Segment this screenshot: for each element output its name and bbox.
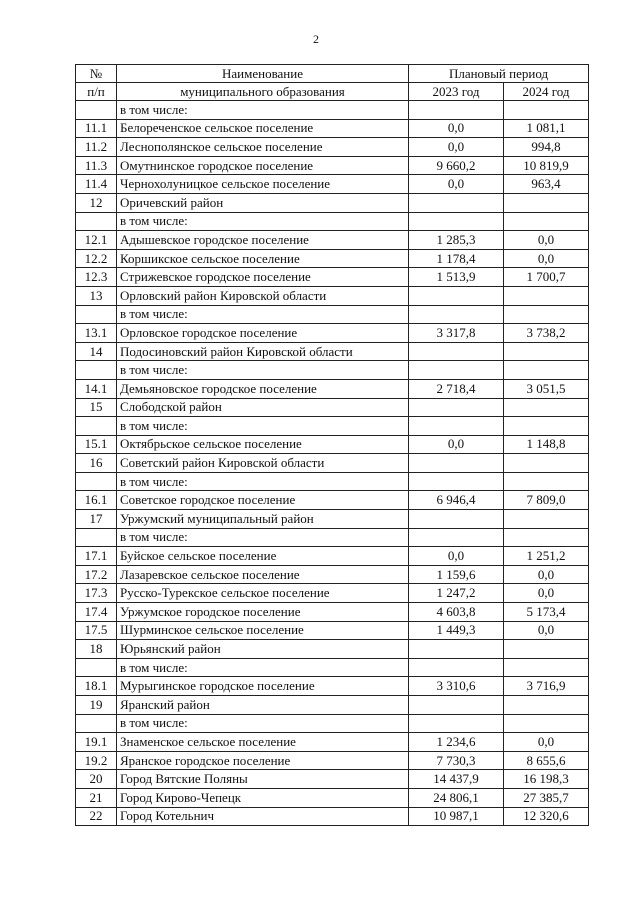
table-row bbox=[76, 770, 589, 789]
table-row bbox=[76, 193, 589, 212]
row-value-2024 bbox=[504, 305, 589, 324]
row-value-2024: 8 655,6 bbox=[504, 751, 589, 770]
row-value-2023: 6 946,4 bbox=[409, 491, 504, 510]
row-name: в том числе: bbox=[117, 417, 409, 436]
row-value-2024: 1 148,8 bbox=[504, 435, 589, 454]
row-number: 12.3 bbox=[76, 268, 117, 287]
row-value-2024: 0,0 bbox=[504, 584, 589, 603]
row-name: Город Котельнич bbox=[117, 807, 409, 826]
row-number: 17 bbox=[76, 510, 117, 529]
row-name: Оричевский район bbox=[117, 193, 409, 212]
table-row bbox=[76, 472, 589, 491]
row-value-2024: 27 385,7 bbox=[504, 788, 589, 807]
row-name: в том числе: bbox=[117, 361, 409, 380]
table-row bbox=[76, 788, 589, 807]
table-row bbox=[76, 621, 589, 640]
table-row bbox=[76, 342, 589, 361]
row-number bbox=[76, 658, 117, 677]
row-number: 16.1 bbox=[76, 491, 117, 510]
row-number: 11.3 bbox=[76, 156, 117, 175]
row-name: Слободской район bbox=[117, 398, 409, 417]
row-name: Юрьянский район bbox=[117, 640, 409, 659]
row-value-2023: 0,0 bbox=[409, 119, 504, 138]
row-number: 12.2 bbox=[76, 249, 117, 268]
table-row bbox=[76, 640, 589, 659]
row-name: в том числе: bbox=[117, 101, 409, 120]
row-value-2023 bbox=[409, 305, 504, 324]
row-value-2023 bbox=[409, 361, 504, 380]
row-name: Леснополянское сельское поселение bbox=[117, 138, 409, 157]
row-value-2023: 0,0 bbox=[409, 547, 504, 566]
table-row bbox=[76, 175, 589, 194]
row-value-2024: 1 700,7 bbox=[504, 268, 589, 287]
table-row bbox=[76, 305, 589, 324]
row-name: Коршикское сельское поселение bbox=[117, 249, 409, 268]
row-value-2024: 0,0 bbox=[504, 733, 589, 752]
row-value-2023 bbox=[409, 640, 504, 659]
header-num-sub bbox=[76, 83, 117, 101]
row-value-2024 bbox=[504, 454, 589, 473]
row-number: 21 bbox=[76, 788, 117, 807]
table-row bbox=[76, 547, 589, 566]
table-row bbox=[76, 603, 589, 622]
row-value-2023 bbox=[409, 658, 504, 677]
row-value-2023 bbox=[409, 472, 504, 491]
row-value-2023 bbox=[409, 696, 504, 715]
row-name: Адышевское городское поселение bbox=[117, 231, 409, 250]
row-value-2024: 7 809,0 bbox=[504, 491, 589, 510]
row-value-2024: 963,4 bbox=[504, 175, 589, 194]
row-value-2024 bbox=[504, 417, 589, 436]
table-row bbox=[76, 268, 589, 287]
row-number: 11.2 bbox=[76, 138, 117, 157]
row-number: 13 bbox=[76, 286, 117, 305]
row-value-2024 bbox=[504, 696, 589, 715]
table-row bbox=[76, 212, 589, 231]
table-row bbox=[76, 696, 589, 715]
row-value-2023: 9 660,2 bbox=[409, 156, 504, 175]
header-year-2023: 2023 год bbox=[409, 83, 504, 101]
row-value-2023: 24 806,1 bbox=[409, 788, 504, 807]
table-row bbox=[76, 658, 589, 677]
row-value-2023: 14 437,9 bbox=[409, 770, 504, 789]
row-name: Яранский район bbox=[117, 696, 409, 715]
header-name bbox=[117, 65, 409, 83]
row-number bbox=[76, 528, 117, 547]
row-number: 13.1 bbox=[76, 324, 117, 343]
row-value-2024: 1 251,2 bbox=[504, 547, 589, 566]
header-year-2024: 2024 год bbox=[504, 83, 589, 101]
header-name-line1: Наименование bbox=[222, 65, 303, 81]
row-value-2023 bbox=[409, 398, 504, 417]
row-value-2023 bbox=[409, 510, 504, 529]
row-value-2024 bbox=[504, 193, 589, 212]
row-value-2024: 3 716,9 bbox=[504, 677, 589, 696]
row-value-2023 bbox=[409, 212, 504, 231]
row-value-2023: 0,0 bbox=[409, 138, 504, 157]
row-name: Стрижевское городское поселение bbox=[117, 268, 409, 287]
table-row bbox=[76, 249, 589, 268]
row-value-2023: 4 603,8 bbox=[409, 603, 504, 622]
row-value-2023: 0,0 bbox=[409, 175, 504, 194]
row-value-2023 bbox=[409, 454, 504, 473]
table-row bbox=[76, 733, 589, 752]
table-row bbox=[76, 677, 589, 696]
table-row bbox=[76, 510, 589, 529]
row-value-2023: 1 159,6 bbox=[409, 565, 504, 584]
row-number: 16 bbox=[76, 454, 117, 473]
row-number bbox=[76, 472, 117, 491]
row-value-2023: 1 178,4 bbox=[409, 249, 504, 268]
row-value-2023 bbox=[409, 101, 504, 120]
table-row bbox=[76, 398, 589, 417]
row-value-2023 bbox=[409, 528, 504, 547]
row-value-2024: 12 320,6 bbox=[504, 807, 589, 826]
row-value-2024: 994,8 bbox=[504, 138, 589, 157]
row-value-2024: 5 173,4 bbox=[504, 603, 589, 622]
row-value-2023: 1 449,3 bbox=[409, 621, 504, 640]
row-value-2024 bbox=[504, 640, 589, 659]
row-value-2024: 10 819,9 bbox=[504, 156, 589, 175]
row-name: Демьяновское городское поселение bbox=[117, 379, 409, 398]
row-value-2024: 0,0 bbox=[504, 621, 589, 640]
row-name: Русско-Турекское сельское поселение bbox=[117, 584, 409, 603]
row-value-2023: 10 987,1 bbox=[409, 807, 504, 826]
header-num-line2: п/п bbox=[87, 83, 105, 99]
table-row bbox=[76, 807, 589, 826]
row-number bbox=[76, 714, 117, 733]
row-name: в том числе: bbox=[117, 658, 409, 677]
table-row bbox=[76, 138, 589, 157]
row-value-2023: 7 730,3 bbox=[409, 751, 504, 770]
row-name: Орловское городское поселение bbox=[117, 324, 409, 343]
table-row bbox=[76, 101, 589, 120]
row-number: 14.1 bbox=[76, 379, 117, 398]
row-number: 20 bbox=[76, 770, 117, 789]
row-name: Уржумское городское поселение bbox=[117, 603, 409, 622]
row-number bbox=[76, 305, 117, 324]
row-name: в том числе: bbox=[117, 212, 409, 231]
row-value-2024 bbox=[504, 398, 589, 417]
row-name: Знаменское сельское поселение bbox=[117, 733, 409, 752]
header-period: Плановый период bbox=[409, 65, 589, 83]
row-value-2023: 3 317,8 bbox=[409, 324, 504, 343]
row-name: Шурминское сельское поселение bbox=[117, 621, 409, 640]
row-number: 11.4 bbox=[76, 175, 117, 194]
row-value-2023: 2 718,4 bbox=[409, 379, 504, 398]
row-name: Яранское городское поселение bbox=[117, 751, 409, 770]
table-row bbox=[76, 751, 589, 770]
row-number: 12 bbox=[76, 193, 117, 212]
table-row bbox=[76, 714, 589, 733]
row-value-2024: 3 738,2 bbox=[504, 324, 589, 343]
header-num-line1: № bbox=[89, 65, 103, 81]
row-name: Октябрьское сельское поселение bbox=[117, 435, 409, 454]
row-name: Белореченское сельское поселение bbox=[117, 119, 409, 138]
row-number bbox=[76, 361, 117, 380]
row-value-2024 bbox=[504, 286, 589, 305]
row-value-2024 bbox=[504, 361, 589, 380]
row-number: 19.2 bbox=[76, 751, 117, 770]
row-value-2024 bbox=[504, 101, 589, 120]
table-row bbox=[76, 361, 589, 380]
row-value-2023 bbox=[409, 342, 504, 361]
row-number: 17.1 bbox=[76, 547, 117, 566]
row-number: 18 bbox=[76, 640, 117, 659]
row-value-2024: 0,0 bbox=[504, 565, 589, 584]
table-row bbox=[76, 231, 589, 250]
row-value-2024 bbox=[504, 658, 589, 677]
row-value-2024 bbox=[504, 714, 589, 733]
row-number: 17.3 bbox=[76, 584, 117, 603]
row-name: Советский район Кировской области bbox=[117, 454, 409, 473]
row-number: 19.1 bbox=[76, 733, 117, 752]
row-name: Город Кирово-Чепецк bbox=[117, 788, 409, 807]
row-value-2024 bbox=[504, 528, 589, 547]
table-row bbox=[76, 156, 589, 175]
row-value-2023 bbox=[409, 193, 504, 212]
row-number: 15 bbox=[76, 398, 117, 417]
row-value-2024 bbox=[504, 472, 589, 491]
row-value-2024 bbox=[504, 212, 589, 231]
row-value-2024: 0,0 bbox=[504, 249, 589, 268]
row-value-2023 bbox=[409, 286, 504, 305]
row-name: Чернохолуницкое сельское поселение bbox=[117, 175, 409, 194]
row-number bbox=[76, 212, 117, 231]
row-name: Город Вятские Поляны bbox=[117, 770, 409, 789]
row-number: 22 bbox=[76, 807, 117, 826]
table-row bbox=[76, 379, 589, 398]
row-number: 11.1 bbox=[76, 119, 117, 138]
row-value-2024: 0,0 bbox=[504, 231, 589, 250]
table-row bbox=[76, 286, 589, 305]
row-value-2024: 16 198,3 bbox=[504, 770, 589, 789]
row-value-2024: 3 051,5 bbox=[504, 379, 589, 398]
row-value-2023: 1 234,6 bbox=[409, 733, 504, 752]
row-number bbox=[76, 101, 117, 120]
row-name: Советское городское поселение bbox=[117, 491, 409, 510]
row-value-2023: 3 310,6 bbox=[409, 677, 504, 696]
page-number: 2 bbox=[313, 32, 319, 46]
row-number: 18.1 bbox=[76, 677, 117, 696]
header-name-line2: муниципального образования bbox=[180, 83, 345, 99]
row-value-2023: 0,0 bbox=[409, 435, 504, 454]
header-name-sub bbox=[117, 83, 409, 101]
row-name: Мурыгинское городское поселение bbox=[117, 677, 409, 696]
row-number: 14 bbox=[76, 342, 117, 361]
table-row bbox=[76, 435, 589, 454]
table-row bbox=[76, 324, 589, 343]
row-name: Подосиновский район Кировской области bbox=[117, 342, 409, 361]
table-row bbox=[76, 454, 589, 473]
header-num bbox=[76, 65, 117, 83]
row-number: 17.5 bbox=[76, 621, 117, 640]
row-name: Лазаревское сельское поселение bbox=[117, 565, 409, 584]
table-row bbox=[76, 417, 589, 436]
row-name: Уржумский муниципальный район bbox=[117, 510, 409, 529]
row-number: 19 bbox=[76, 696, 117, 715]
row-value-2024: 1 081,1 bbox=[504, 119, 589, 138]
budget-table bbox=[75, 64, 589, 826]
row-name: Буйское сельское поселение bbox=[117, 547, 409, 566]
row-number: 15.1 bbox=[76, 435, 117, 454]
table-row bbox=[76, 565, 589, 584]
row-name: в том числе: bbox=[117, 472, 409, 491]
row-value-2024 bbox=[504, 510, 589, 529]
row-name: в том числе: bbox=[117, 528, 409, 547]
row-value-2023 bbox=[409, 714, 504, 733]
row-value-2024 bbox=[504, 342, 589, 361]
row-name: в том числе: bbox=[117, 305, 409, 324]
row-number: 12.1 bbox=[76, 231, 117, 250]
row-name: в том числе: bbox=[117, 714, 409, 733]
row-number: 17.4 bbox=[76, 603, 117, 622]
row-value-2023: 1 513,9 bbox=[409, 268, 504, 287]
row-name: Омутнинское городское поселение bbox=[117, 156, 409, 175]
row-number bbox=[76, 417, 117, 436]
table-row bbox=[76, 491, 589, 510]
row-value-2023: 1 285,3 bbox=[409, 231, 504, 250]
row-value-2023 bbox=[409, 417, 504, 436]
row-number: 17.2 bbox=[76, 565, 117, 584]
table-row bbox=[76, 528, 589, 547]
table-row bbox=[76, 584, 589, 603]
table-row bbox=[76, 119, 589, 138]
row-name: Орловский район Кировской области bbox=[117, 286, 409, 305]
row-value-2023: 1 247,2 bbox=[409, 584, 504, 603]
